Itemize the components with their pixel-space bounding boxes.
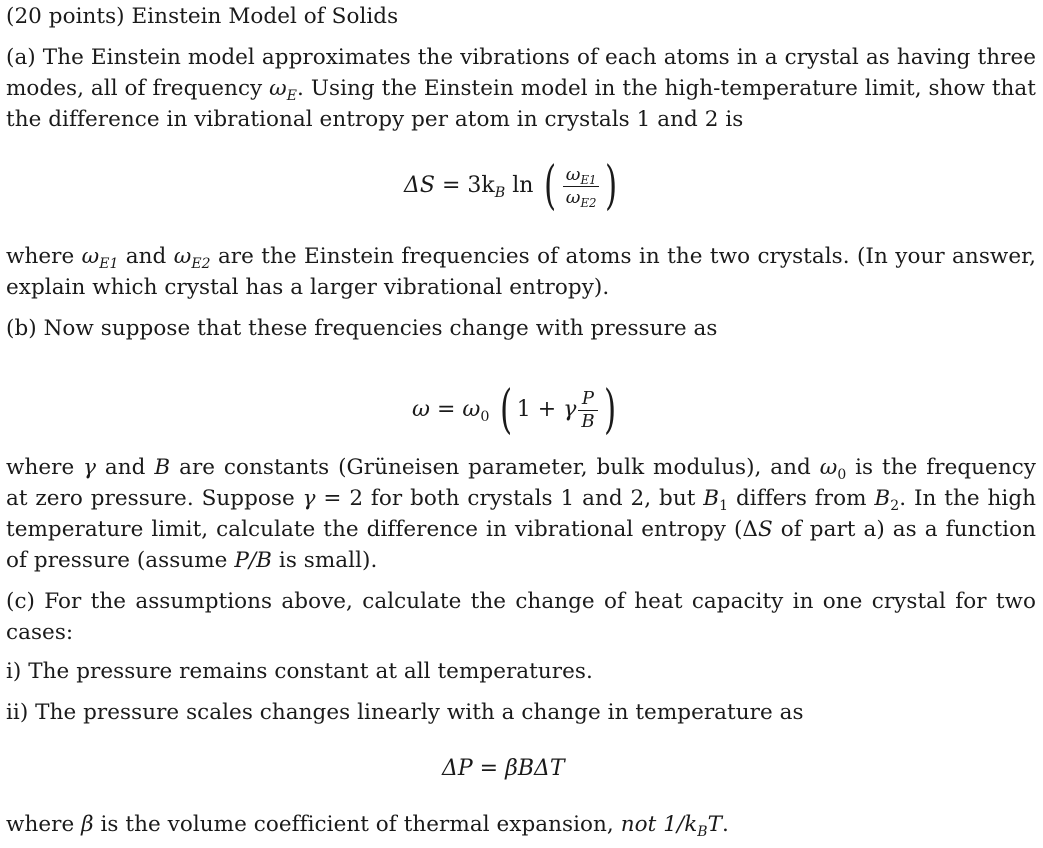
part-a-after-1: where $\omega_{E1}$ and $\omega_{E2}$ are the Einstein frequencies of atoms in the two crystals. (In your answer, bbox=[6, 244, 1036, 272]
part-c-line-2: cases: bbox=[6, 620, 74, 645]
case-i: i) The pressure remains constant at all temperatures. bbox=[6, 659, 593, 684]
part-b-line-2: where γ and B are constants (Grüneisen parameter, bulk modulus), and $\omega_0$ is the frequency bbox=[6, 455, 1037, 483]
left-paren: ( bbox=[544, 156, 557, 216]
part-b-line-1: (b) Now suppose that these frequencies change with pressure as bbox=[6, 316, 718, 341]
right-paren: ) bbox=[605, 156, 618, 216]
equation-delta-p: ΔP = βBΔT bbox=[442, 756, 565, 781]
case-ii: ii) The pressure scales changes linearly with a change in temperature as bbox=[6, 700, 804, 725]
part-a-line-1: (a) The Einstein model approximates the vibrations of each atoms in a crystal as having three bbox=[6, 45, 1036, 70]
part-c-last-line: where β is the volume coefficient of thermal expansion, not $1/k_BT$. bbox=[6, 812, 729, 840]
part-b-line-5: of pressure (assume P/B is small). bbox=[6, 548, 378, 573]
problem-title: (20 points) Einstein Model of Solids bbox=[6, 4, 399, 29]
part-a-line-3: the difference in vibrational entropy per atom in crystals 1 and 2 is bbox=[6, 107, 744, 132]
equation-omega-pressure: $\omega = \omega_0$ ( 1 + γ $\frac{P}{B}$ ) bbox=[412, 380, 616, 440]
part-a-line-2: modes, all of frequency $\omega_E$. Using the Einstein model in the high-temperature limit, show that bbox=[6, 76, 1036, 104]
left-paren: ( bbox=[500, 380, 513, 440]
frac-omega-ratio: $\frac{\omega_{E1}}{\omega_{E2}}$ bbox=[563, 164, 600, 209]
part-b-line-4: temperature limit, calculate the difference in vibrational entropy (ΔS of part a) as a function bbox=[6, 517, 1036, 542]
right-paren: ) bbox=[603, 380, 616, 440]
part-b-line-3: at zero pressure. Suppose γ = 2 for both crystals 1 and 2, but $B_1$ differs from $B_2$. In the high bbox=[6, 486, 1037, 514]
equation-delta-s: $\Delta S = 3k_B$ ln ( $\frac{\omega_{E1}}{\omega_{E2}}$ ) bbox=[404, 156, 618, 216]
part-a-after-2: explain which crystal has a larger vibrational entropy). bbox=[6, 275, 610, 300]
frac-p-over-b: $\frac{P}{B}$ bbox=[578, 388, 597, 433]
part-c-line-1: (c) For the assumptions above, calculate the change of heat capacity in one crystal for two bbox=[6, 589, 1036, 614]
